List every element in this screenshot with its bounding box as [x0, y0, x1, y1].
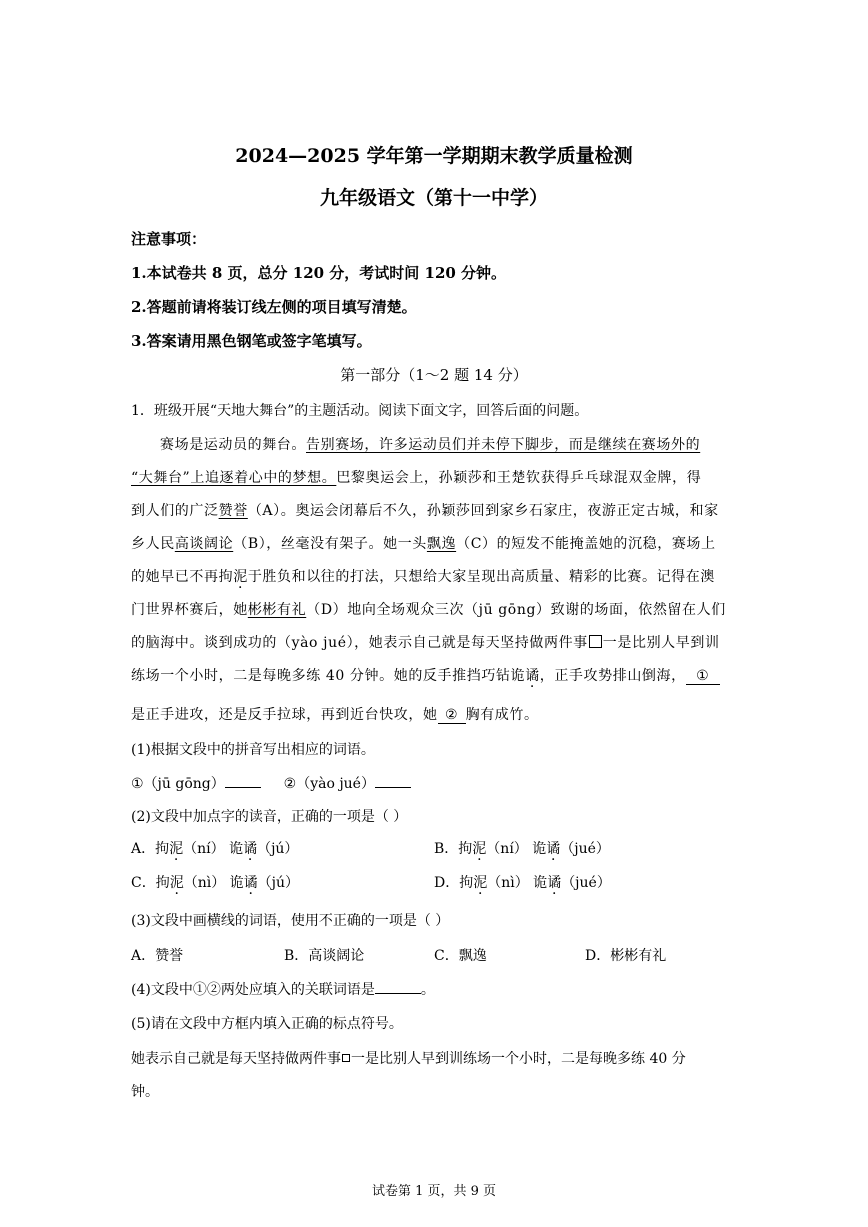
passage-text: 练场一个小时，二是每晚多练 40 分钟。她的反手推挡巧钻诡 — [131, 668, 526, 684]
question-1-stem: 1．班级开展“天地大舞台”的主题活动。阅读下面文字，回答后面的问题。 — [131, 403, 589, 419]
subquestion-5-sentence — [131, 1048, 686, 1068]
subquestion-5: (5)请在文段中方框内填入正确的标点符号。 — [131, 1016, 403, 1032]
option-text: （ní） 诡 — [486, 841, 547, 857]
passage-text: 是正手进攻，还是反手拉球，再到近台快攻，她 — [131, 707, 438, 723]
passage-line — [131, 704, 539, 724]
option-text: （jú） — [257, 841, 299, 857]
dotted-char: 谲 — [243, 841, 258, 857]
passage-line — [131, 467, 701, 487]
exam-subtitle: 九年级语文（第十一中学） — [319, 187, 548, 209]
option-text: （ní） 诡 — [183, 841, 244, 857]
answer-label-2: ②（yào jué） — [283, 776, 375, 792]
passage-line — [131, 599, 726, 619]
dotted-char: 泥 — [233, 569, 248, 585]
blank-1[interactable] — [686, 668, 720, 685]
dotted-char: 谲 — [525, 668, 540, 684]
section-heading: 第一部分（1～2 题 14 分） — [340, 366, 528, 384]
punctuation-box[interactable] — [342, 1054, 350, 1062]
blank-marker-1: ① — [696, 668, 710, 684]
passage-line — [131, 566, 715, 586]
dotted-char: 谲 — [547, 875, 562, 891]
passage-text: ，正手攻势排山倒海， — [539, 668, 686, 684]
subquestion-1-answers — [131, 773, 411, 793]
passage-text: 一是比别人早到训 — [602, 635, 720, 651]
passage-line — [131, 500, 719, 520]
subquestion-4-end: 。 — [420, 982, 435, 998]
dotted-char: 泥 — [473, 875, 488, 891]
subquestion-1: (1)根据文段中的拼音写出相应的词语。 — [131, 742, 375, 758]
option-text: A．拘 — [131, 841, 170, 857]
dotted-char: 谲 — [546, 841, 561, 857]
passage-text: （C）的短发不能掩盖她的沉稳，赛场上 — [456, 536, 716, 552]
notes-item-1: 1.本试卷共 8 页，总分 120 分，考试时间 120 分钟。 — [131, 264, 507, 282]
option-text: C．拘 — [131, 875, 170, 891]
passage-line — [131, 533, 716, 553]
notes-heading: 注意事项： — [131, 230, 207, 248]
option-3b[interactable]: B．高谈阔论 — [284, 948, 365, 964]
option-text: （nì） 诡 — [183, 875, 244, 891]
subquestion-5-sentence-end: 钟。 — [131, 1084, 159, 1100]
option-2c[interactable] — [131, 872, 299, 892]
underlined-word-b: 高谈阔论 — [174, 536, 234, 552]
notes-item-3: 3.答案请用黑色钢笔或签字笔填写。 — [131, 332, 372, 350]
dotted-char: 泥 — [169, 875, 184, 891]
subquestion-3: (3)文段中画横线的词语，使用不正确的一项是（ ） — [131, 913, 450, 929]
subquestion-2: (2)文段中加点字的读音，正确的一项是（ ） — [131, 809, 408, 825]
underlined-word-a: 赞誉 — [218, 503, 248, 519]
underlined-sentence: 告别赛场，许多运动员们并未停下脚步，而是继续在赛场外的 — [306, 437, 701, 453]
option-3c[interactable]: C．飘逸 — [434, 948, 487, 964]
answer-blank-1[interactable] — [225, 787, 261, 788]
passage-text: 门世界杯赛后，她 — [131, 602, 248, 618]
passage-text: 胸有成竹。 — [465, 707, 539, 723]
subquestion-4 — [131, 979, 435, 999]
punctuation-box[interactable] — [589, 635, 602, 648]
answer-blank-4[interactable] — [375, 993, 421, 994]
dotted-char: 泥 — [472, 841, 487, 857]
passage-text: （B），丝毫没有架子。她一头 — [233, 536, 427, 552]
passage-line — [160, 434, 700, 454]
option-text: （jú） — [257, 875, 300, 891]
underlined-sentence: “大舞台”上追逐着心中的梦想。 — [131, 470, 337, 486]
passage-text: 的她早已不再拘 — [131, 569, 234, 585]
passage-text: （A）。奥运会闭幕后不久，孙颖莎回到家乡石家庄，夜游正定古城，和家 — [247, 503, 719, 519]
option-3a[interactable]: A．赞誉 — [131, 948, 184, 964]
sentence-text: 一是比别人早到训练场一个小时，二是每晚多练 40 分 — [351, 1051, 686, 1067]
blank-2[interactable] — [438, 707, 466, 724]
dotted-char: 泥 — [169, 841, 184, 857]
notes-item-2: 2.答题前请将装订线左侧的项目填写清楚。 — [131, 298, 417, 316]
option-2b[interactable] — [434, 838, 610, 858]
underlined-word-c: 飘逸 — [426, 536, 457, 552]
option-text: （jué） — [560, 841, 610, 857]
exam-title: 2024—2025 学年第一学期期末教学质量检测 — [235, 145, 633, 167]
passage-text: （D）地向全场观众三次（jū gōng）致谢的场面，依然留在人们 — [306, 602, 726, 618]
dotted-char: 谲 — [243, 875, 258, 891]
passage-text: 巴黎奥运会上，孙颖莎和王楚钦获得乒乓球混双金牌，得 — [336, 470, 702, 486]
passage-text: 乡人民 — [131, 536, 175, 552]
option-text: （jué） — [561, 875, 611, 891]
passage-line — [131, 632, 720, 652]
answer-label-1: ①（jū gōng） — [131, 776, 225, 792]
passage-text: 于胜负和以往的打法，只想给大家呈现出高质量、精彩的比赛。记得在澳 — [247, 569, 716, 585]
passage-text: 到人们的广泛 — [131, 503, 219, 519]
blank-marker-2: ② — [445, 707, 459, 723]
passage-line — [131, 665, 720, 685]
option-3d[interactable]: D．彬彬有礼 — [585, 948, 667, 964]
answer-blank-2[interactable] — [375, 787, 411, 788]
option-text: D．拘 — [434, 875, 474, 891]
passage-text: 赛场是运动员的舞台。 — [160, 437, 306, 453]
option-text: B．拘 — [434, 841, 473, 857]
underlined-word-d: 彬彬有礼 — [247, 602, 307, 618]
page-footer: 试卷第 1 页，共 9 页 — [371, 1184, 497, 1199]
passage-text: 的脑海中。谈到成功的（yào jué），她表示自己就是每天坚持做两件事 — [131, 635, 588, 651]
option-2a[interactable] — [131, 838, 298, 858]
sentence-text: 她表示自己就是每天坚持做两件事 — [131, 1051, 341, 1067]
subquestion-4-text: (4)文段中①②两处应填入的关联词语是 — [131, 982, 375, 998]
option-text: （nì） 诡 — [487, 875, 548, 891]
option-2d[interactable] — [434, 872, 611, 892]
